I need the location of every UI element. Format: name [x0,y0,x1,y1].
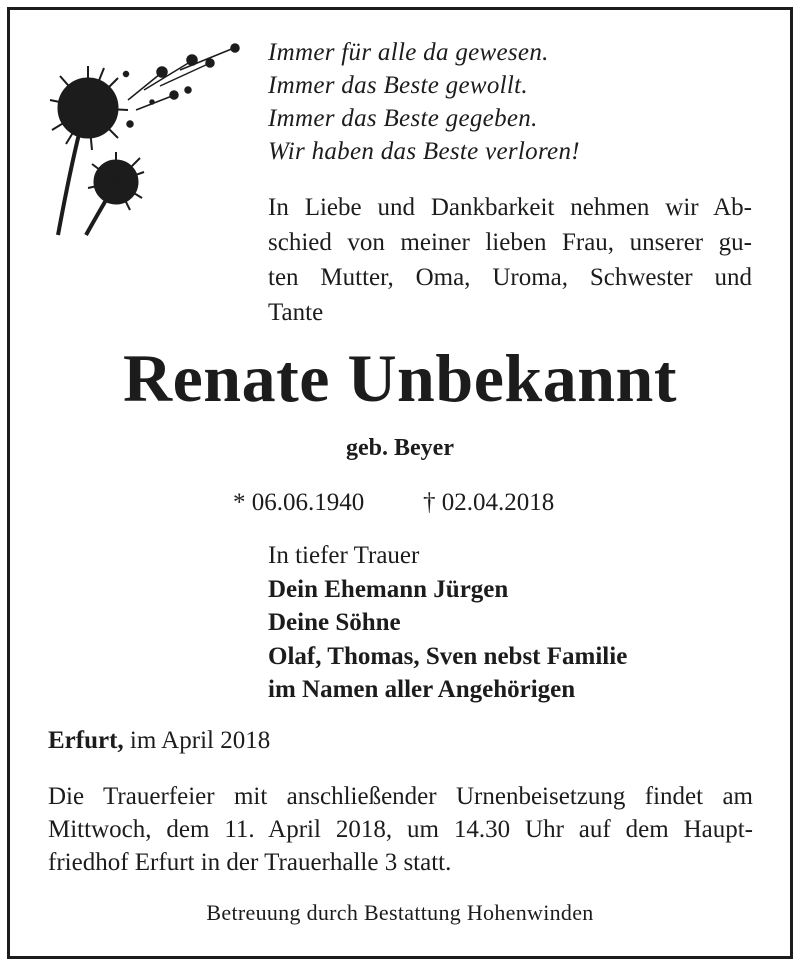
place-date [48,724,270,758]
dandelion-icon [40,40,250,240]
intro-line: schied von meiner lieben Frau, unserer gu- [268,229,752,256]
place-city: Erfurt, [48,727,124,754]
intro-line: Tante [268,299,324,326]
ceremony-notice [48,780,753,879]
birth-date: * 06.06.1940 [233,489,365,516]
poem [268,36,768,168]
funeral-home-credit: Betreuung durch Bestattung Hohenwinden [206,900,594,925]
ceremony-line: Mittwoch, dem 11. April 2018, um 14.30 Uhr auf dem Haupt- [48,816,753,843]
intro-line: ten Mutter, Oma, Uroma, Schwester und [268,264,752,291]
ceremony-line: friedhof Erfurt in der Trauerhalle 3 statt. [48,849,452,876]
poem-line: Immer das Beste gegeben. [268,105,538,132]
life-dates [233,487,555,519]
poem-line: Immer für alle da gewesen. [268,39,549,66]
mourners-heading: In tiefer Trauer [268,542,420,569]
mourner-line: Olaf, Thomas, Sven nebst Familie [268,642,628,670]
place-month: im April 2018 [123,727,271,754]
mourner-line: im Namen aller Angehörigen [268,676,576,703]
ceremony-line: Die Trauerfeier mit anschließender Urnenbeisetzung findet am [48,783,753,810]
poem-line: Immer das Beste gewollt. [268,72,528,99]
mourner-line: Dein Ehemann Jürgen [268,575,509,603]
deceased-name: Renate Unbekannt [123,340,677,416]
death-date: † 02.04.2018 [423,489,555,516]
poem-line: Wir haben das Beste verloren! [268,138,580,165]
intro-paragraph [268,190,752,330]
mourner-line: Deine Söhne [268,609,401,636]
maiden-name: geb. Beyer [346,435,454,461]
mourners-block [268,539,627,707]
intro-line: In Liebe und Dankbarkeit nehmen wir Ab- [268,194,752,221]
